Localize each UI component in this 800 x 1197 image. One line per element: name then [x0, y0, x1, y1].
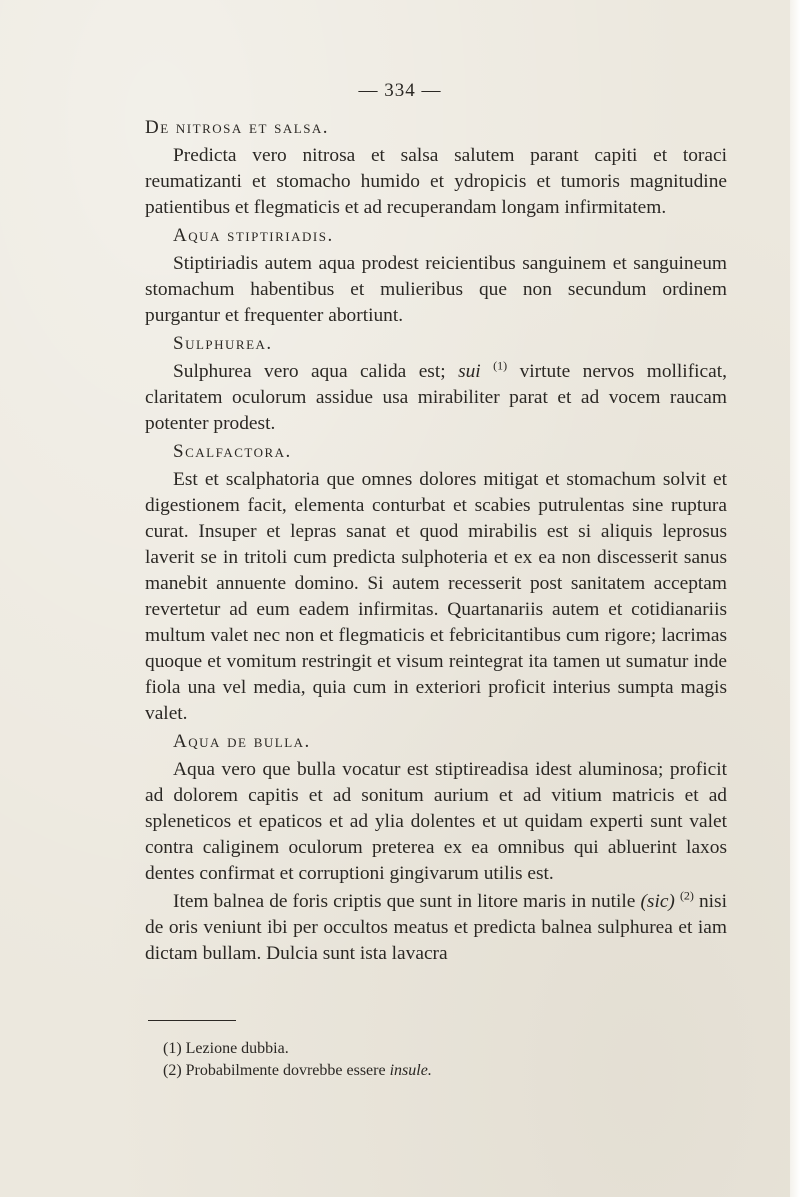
- footnotes: [163, 1038, 703, 1082]
- footnote: [163, 1038, 703, 1060]
- italic-word: insule.: [389, 1062, 432, 1079]
- section-heading: Sulphurea.: [173, 333, 273, 354]
- text-span: nisi de oris veniunt ibi per occultos meatus et predicta balnea sulphurea et iam dictam bullam. Dulcia sunt ista lavacra: [145, 891, 727, 964]
- italic-word: sui: [458, 361, 481, 382]
- paragraph: Predicta vero nitrosa et salsa salutem parant capiti et toraci reumatizanti et stomacho humido et ydropicis et tumoris magnitudine patientibus et flegmaticis et ad recuperandam longam infirmitatem.: [145, 145, 727, 218]
- footnote: [163, 1060, 703, 1082]
- main-text: [145, 115, 727, 969]
- section-heading: Aqua stiptiriadis.: [173, 225, 334, 246]
- section-heading: Scalfactora.: [173, 441, 292, 462]
- footnote-reference[interactable]: (2): [679, 888, 694, 903]
- paragraph: Est et scalphatoria que omnes dolores mitigat et stomachum solvit et digestionem facit, elementa conturbat et scabies putrulentas sine ruptura curat. Insuper et lepras sanat et quod mirabilis est si aliquis leprosus laverit se in tritoli cum predicta sulphoteria et ex ea non discesserit sanus manebit annuente domino. Si autem recesserit post sanitatem acceptam revertetur ad eum eadem infirmitas. Quartanariis autem et cotidianariis multum valet nec non et flegmaticis et febricitantibus cum rigore; lacrimas quoque et vomitum restringit et visum reintegrat ita tamen ut sumatur inde fiola una vel media, quia cum in exteriori proficit interius sumpta magis valet.: [145, 469, 727, 724]
- paragraph: Aqua vero que bulla vocatur est stiptireadisa idest aluminosa; proficit ad dolorem capitis et ad sonitum aurium et ad vitium matricis et ad spleneticos et epaticos et ad ylia dolentes et ut quidam experti sunt valet contra caliginem oculorum preterea ex ea omnibus qui abluerint laxos dentes confirmat et corruptioni gingivarum utilis est.: [145, 759, 727, 884]
- text-span: virtute nervos mollificat, claritatem oculorum assidue usa mirabiliter parat et ad vocem raucam potenter prodest.: [145, 361, 727, 434]
- italic-word: (sic): [640, 891, 675, 912]
- footnote-mark: (1): [163, 1040, 182, 1057]
- footnote-reference[interactable]: (1): [493, 358, 508, 373]
- paragraph: Stiptiriadis autem aqua prodest reicientibus sanguinem et sanguineum stomachum habentibus et mulieribus que non secundum ordinem purgantur et frequenter abortiunt.: [145, 253, 727, 326]
- footnote-text: Probabilmente dovrebbe essere: [185, 1062, 390, 1079]
- footnote-mark: (2): [163, 1062, 182, 1079]
- footnote-divider: [148, 1020, 236, 1021]
- page-number: — 334 —: [358, 80, 442, 101]
- section-heading: De nitrosa et salsa.: [145, 117, 330, 138]
- paragraph: [145, 889, 727, 967]
- section-heading: Aqua de bulla.: [173, 731, 311, 752]
- footnote-text: Lezione dubbia.: [185, 1040, 289, 1057]
- text-span: Sulphurea vero aqua calida est;: [173, 361, 459, 382]
- text-span: Item balnea de foris criptis que sunt in litore maris in nutile: [173, 891, 641, 912]
- page-edge: [790, 0, 800, 1197]
- paragraph: [145, 359, 727, 437]
